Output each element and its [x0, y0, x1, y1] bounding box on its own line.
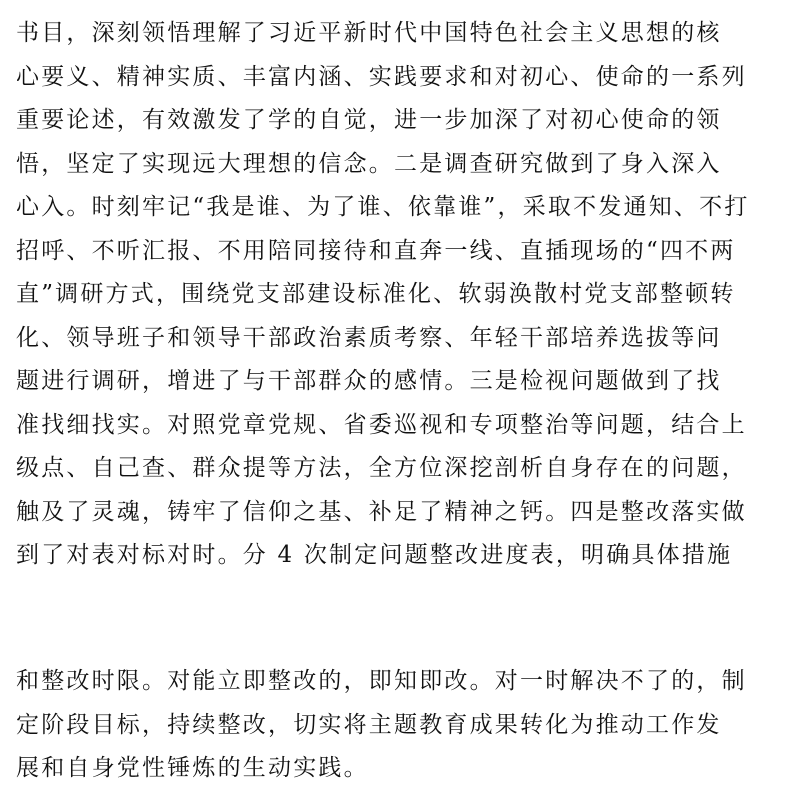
text-line: 化、领导班子和领导干部政治素质考察、年轻干部培养选拔等问 — [16, 324, 722, 351]
text-line: 题进行调研，增进了与干部群众的感情。三是检视问题做到了找 — [16, 368, 722, 394]
text-line: 悟，坚定了实现远大理想的信念。二是调查研究做到了身入深入 — [16, 150, 722, 177]
paragraph-1 — [16, 12, 796, 578]
text-line: 展和自身党性锤炼的生动实践。 — [16, 755, 369, 781]
text-line: 级点、自己查、群众提等方法，全方位深挖剖析自身存在的问题， — [16, 455, 747, 481]
text-line: 重要论述，有效激发了学的自觉，进一步加深了对初心使命的领 — [16, 107, 722, 133]
text-line: 和整改时限。对能立即整改的，即知即改。对一时解决不了的，制 — [16, 668, 747, 694]
text-line: 书目，深刻领悟理解了习近平新时代中国特色社会主义思想的核 — [16, 20, 722, 46]
text-line: 定阶段目标，持续整改，切实将主题教育成果转化为推动工作发 — [16, 711, 722, 738]
text-line: 到了对表对标对时。分 4 次制定问题整改进度表，明确具体措施 — [16, 542, 733, 568]
text-line: 心要义、精神实质、丰富内涵、实践要求和对初心、使命的一系列 — [16, 63, 747, 90]
text-line: 触及了灵魂，铸牢了信仰之基、补足了精神之钙。四是整改落实做 — [16, 498, 747, 525]
text-line: 直”调研方式，围绕党支部建设标准化、软弱涣散村党支部整顿转 — [16, 281, 736, 307]
paragraph-2 — [16, 660, 796, 791]
text-line: 心入。时刻牢记“我是谁、为了谁、依靠谁”，采取不发通知、不打 — [16, 194, 750, 220]
text-line: 准找细找实。对照党章党规、省委巡视和专项整治等问题，结合上 — [16, 411, 747, 438]
text-line: 招呼、不听汇报、不用陪同接待和直奔一线、直插现场的“四不两 — [16, 237, 736, 264]
